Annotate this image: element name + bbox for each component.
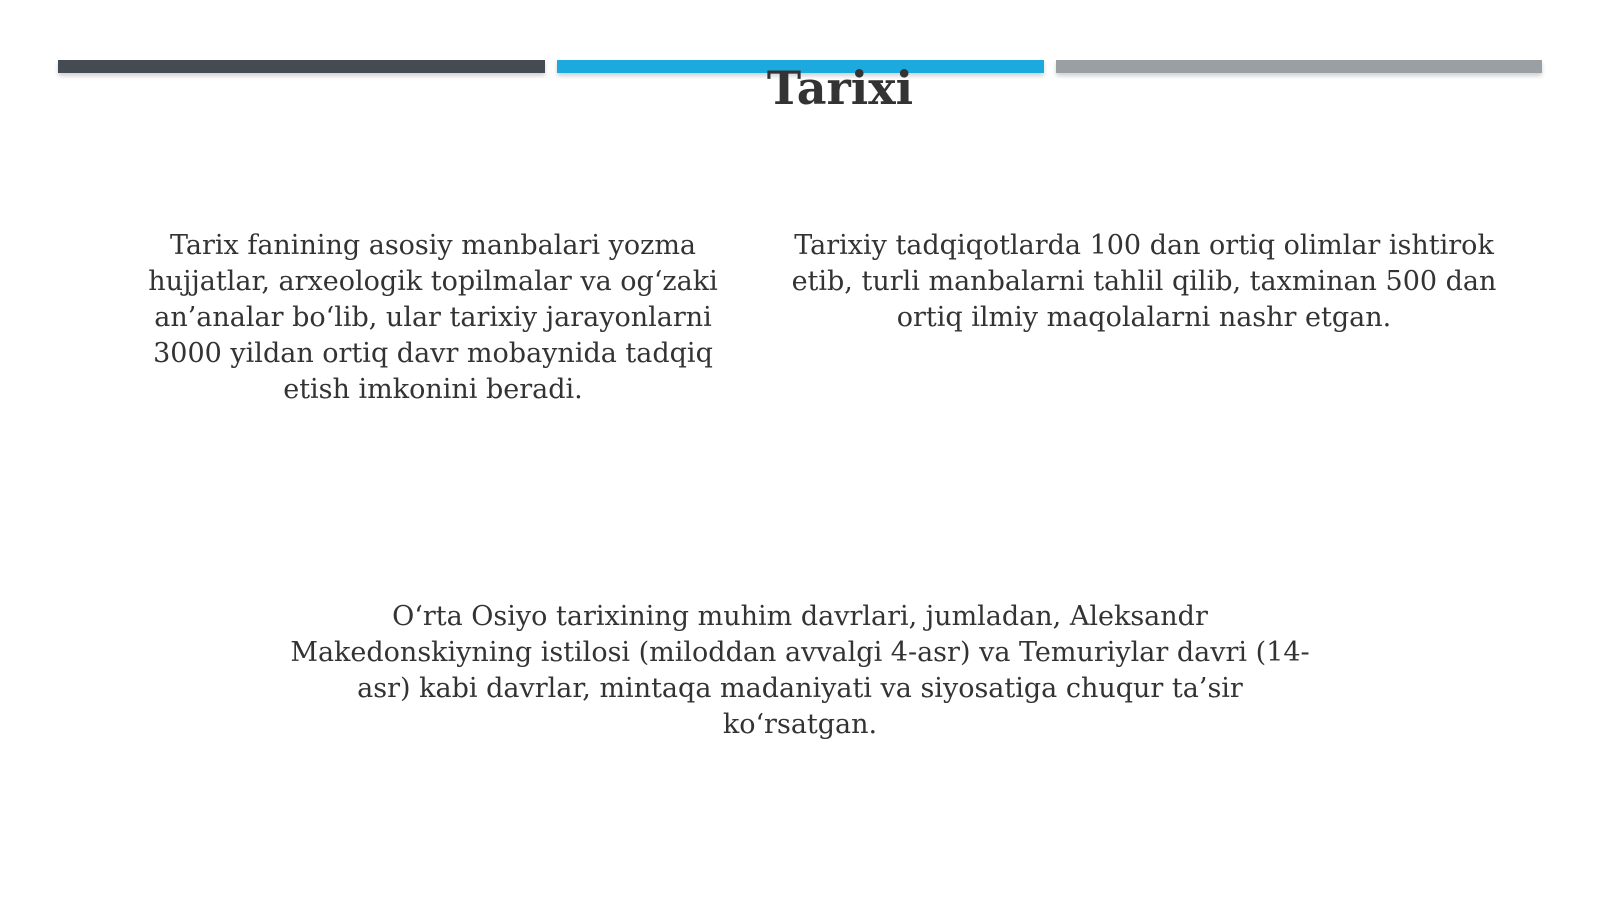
slide-title: Tarixi bbox=[766, 61, 914, 115]
paragraph-research: Tarixiy tadqiqotlarda 100 dan ortiq olimlar ishtirok etib, turli manbalarni tahlil qilib, taxminan 500 dan ortiq ilmiy maqolalarni nashr etgan. bbox=[791, 230, 1497, 333]
accent-bar-gray bbox=[1056, 60, 1542, 73]
paragraph-sources: Tarix fanining asosiy manbalari yozma hujjatlar, arxeologik topilmalar va og‘zaki an’analar bo‘lib, ular tarixiy jarayonlarni 3000 yildan ortiq davr mobaynida tadqiq etish imkonini beradi. bbox=[148, 230, 718, 405]
accent-bar-dark bbox=[58, 60, 545, 73]
paragraph-central-asia: O‘rta Osiyo tarixining muhim davrlari, jumladan, Aleksandr Makedonskiyning istilosi (miloddan avvalgi 4-asr) va Temuriylar davri (14-asr) kabi davrlar, mintaqa madaniyati va siyosatiga chuqur ta’sir ko‘rsatgan. bbox=[290, 601, 1310, 740]
